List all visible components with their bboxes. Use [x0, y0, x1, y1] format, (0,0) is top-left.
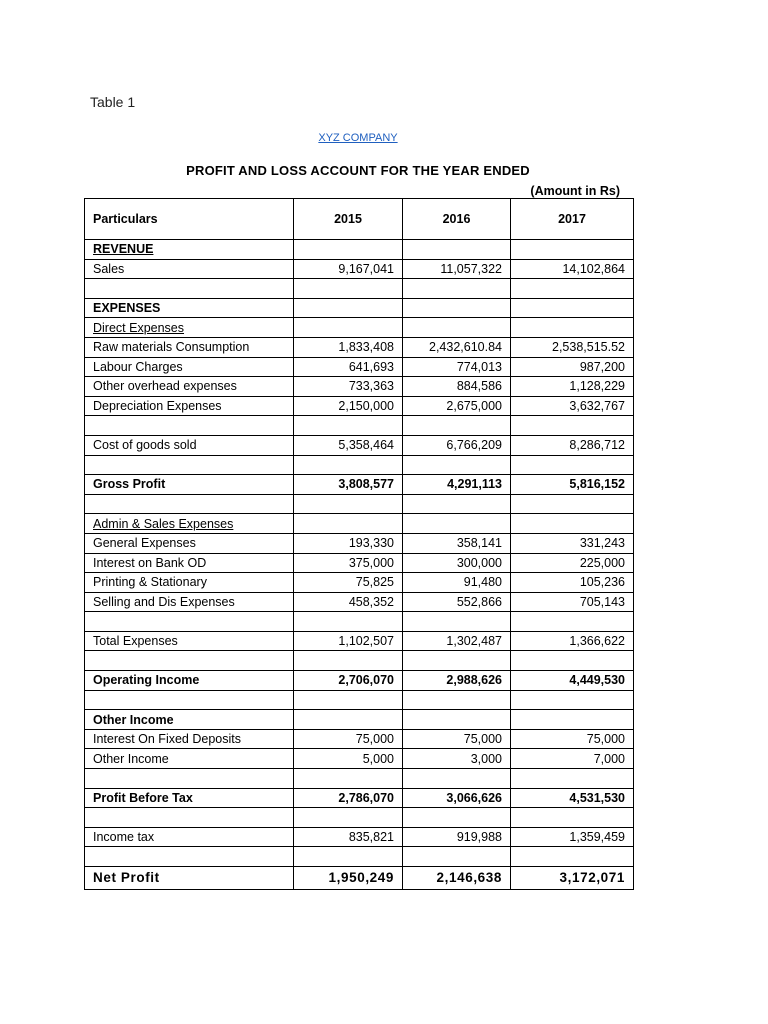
- table-row: [85, 749, 634, 769]
- row-label: Raw materials Consumption: [85, 337, 294, 357]
- cell-2016: [403, 769, 511, 789]
- column-header-2017: 2017: [511, 199, 634, 240]
- row-label: REVENUE: [85, 240, 294, 260]
- table-row: [85, 396, 634, 416]
- table-row: [85, 729, 634, 749]
- cell-2017: [511, 847, 634, 867]
- cell-2015: [294, 651, 403, 671]
- cell-2016: 75,000: [403, 729, 511, 749]
- cell-2016: [403, 847, 511, 867]
- cell-2016: 1,302,487: [403, 631, 511, 651]
- cell-2015: [294, 514, 403, 534]
- cell-2017: 331,243: [511, 533, 634, 553]
- cell-2017: [511, 240, 634, 260]
- cell-2017: [511, 612, 634, 632]
- cell-2015: 2,150,000: [294, 396, 403, 416]
- cell-2016: 6,766,209: [403, 435, 511, 455]
- column-header-particulars: Particulars: [85, 199, 294, 240]
- cell-2017: 1,128,229: [511, 377, 634, 397]
- spacer-row: [85, 808, 634, 828]
- cell-2017: 225,000: [511, 553, 634, 573]
- row-label: [85, 808, 294, 828]
- row-label: [85, 416, 294, 436]
- cell-2015: 75,825: [294, 573, 403, 593]
- row-label: [85, 769, 294, 789]
- row-label: Labour Charges: [85, 357, 294, 377]
- cell-2015: [294, 847, 403, 867]
- cell-2016: [403, 416, 511, 436]
- cell-2016: [403, 240, 511, 260]
- row-label: [85, 612, 294, 632]
- cell-2016: [403, 455, 511, 475]
- cell-2016: 91,480: [403, 573, 511, 593]
- cell-2016: 11,057,322: [403, 259, 511, 279]
- cell-2015: [294, 240, 403, 260]
- cell-2015: 2,706,070: [294, 671, 403, 691]
- row-label: [85, 847, 294, 867]
- cell-2016: 2,988,626: [403, 671, 511, 691]
- cell-2017: 705,143: [511, 592, 634, 612]
- cell-2015: [294, 279, 403, 299]
- row-label: Other overhead expenses: [85, 377, 294, 397]
- row-label: Other Income: [85, 749, 294, 769]
- table-row: [85, 592, 634, 612]
- cell-2015: 1,833,408: [294, 337, 403, 357]
- table-caption: Table 1: [90, 94, 136, 110]
- table-row: [85, 671, 634, 691]
- cell-2015: [294, 455, 403, 475]
- table-row: [85, 377, 634, 397]
- cell-2015: 1,950,249: [294, 867, 403, 890]
- cell-2015: [294, 769, 403, 789]
- cell-2015: [294, 318, 403, 338]
- row-label: General Expenses: [85, 533, 294, 553]
- cell-2017: 8,286,712: [511, 435, 634, 455]
- cell-2017: [511, 690, 634, 710]
- table-row: [85, 867, 634, 890]
- cell-2017: 987,200: [511, 357, 634, 377]
- table-row: [85, 318, 634, 338]
- cell-2017: [511, 494, 634, 514]
- spacer-row: [85, 494, 634, 514]
- cell-2015: 835,821: [294, 827, 403, 847]
- cell-2016: 3,000: [403, 749, 511, 769]
- row-label: Direct Expenses: [85, 318, 294, 338]
- spacer-row: [85, 847, 634, 867]
- cell-2015: [294, 710, 403, 730]
- spacer-row: [85, 416, 634, 436]
- table-row: [85, 435, 634, 455]
- cell-2017: [511, 769, 634, 789]
- amount-unit-note: (Amount in Rs): [530, 184, 620, 198]
- cell-2017: 2,538,515.52: [511, 337, 634, 357]
- cell-2015: [294, 494, 403, 514]
- cell-2015: 5,358,464: [294, 435, 403, 455]
- cell-2016: [403, 298, 511, 318]
- cell-2015: [294, 416, 403, 436]
- row-label: [85, 690, 294, 710]
- cell-2017: [511, 514, 634, 534]
- cell-2016: 3,066,626: [403, 788, 511, 808]
- cell-2017: 4,531,530: [511, 788, 634, 808]
- profit-loss-table: [84, 198, 634, 890]
- spacer-row: [85, 279, 634, 299]
- cell-2017: 3,172,071: [511, 867, 634, 890]
- spacer-row: [85, 690, 634, 710]
- row-label: [85, 455, 294, 475]
- row-label: Admin & Sales Expenses: [85, 514, 294, 534]
- spacer-row: [85, 612, 634, 632]
- cell-2015: [294, 690, 403, 710]
- cell-2016: [403, 514, 511, 534]
- cell-2016: 552,866: [403, 592, 511, 612]
- cell-2015: 3,808,577: [294, 475, 403, 495]
- row-label: Sales: [85, 259, 294, 279]
- cell-2016: [403, 651, 511, 671]
- table-row: [85, 259, 634, 279]
- row-label: Cost of goods sold: [85, 435, 294, 455]
- table-row: [85, 337, 634, 357]
- cell-2015: [294, 298, 403, 318]
- cell-2016: 4,291,113: [403, 475, 511, 495]
- cell-2016: [403, 808, 511, 828]
- table-row: [85, 710, 634, 730]
- table-row: [85, 240, 634, 260]
- table-row: [85, 298, 634, 318]
- cell-2015: 9,167,041: [294, 259, 403, 279]
- cell-2016: 774,013: [403, 357, 511, 377]
- cell-2016: [403, 279, 511, 299]
- cell-2015: 2,786,070: [294, 788, 403, 808]
- table-row: [85, 573, 634, 593]
- cell-2017: 14,102,864: [511, 259, 634, 279]
- row-label: Total Expenses: [85, 631, 294, 651]
- company-name[interactable]: XYZ COMPANY: [318, 132, 398, 144]
- row-label: EXPENSES: [85, 298, 294, 318]
- row-label: [85, 279, 294, 299]
- cell-2017: 1,366,622: [511, 631, 634, 651]
- cell-2016: 358,141: [403, 533, 511, 553]
- row-label: Depreciation Expenses: [85, 396, 294, 416]
- row-label: Printing & Stationary: [85, 573, 294, 593]
- column-header-2016: 2016: [403, 199, 511, 240]
- cell-2015: 733,363: [294, 377, 403, 397]
- spacer-row: [85, 769, 634, 789]
- row-label: Gross Profit: [85, 475, 294, 495]
- cell-2016: 300,000: [403, 553, 511, 573]
- table-row: [85, 533, 634, 553]
- cell-2016: [403, 494, 511, 514]
- row-label: [85, 651, 294, 671]
- cell-2015: [294, 612, 403, 632]
- spacer-row: [85, 651, 634, 671]
- cell-2017: [511, 279, 634, 299]
- cell-2017: 105,236: [511, 573, 634, 593]
- cell-2016: 884,586: [403, 377, 511, 397]
- statement-heading: PROFIT AND LOSS ACCOUNT FOR THE YEAR ENDED: [186, 163, 530, 178]
- cell-2015: 641,693: [294, 357, 403, 377]
- cell-2015: 1,102,507: [294, 631, 403, 651]
- cell-2016: 2,432,610.84: [403, 337, 511, 357]
- cell-2017: [511, 455, 634, 475]
- table-header-row: [85, 199, 634, 240]
- cell-2015: 458,352: [294, 592, 403, 612]
- cell-2017: 75,000: [511, 729, 634, 749]
- table-body: [85, 199, 634, 890]
- cell-2015: 5,000: [294, 749, 403, 769]
- table-row: [85, 514, 634, 534]
- cell-2017: [511, 318, 634, 338]
- cell-2015: 75,000: [294, 729, 403, 749]
- cell-2016: [403, 612, 511, 632]
- table-row: [85, 357, 634, 377]
- row-label: Income tax: [85, 827, 294, 847]
- cell-2017: [511, 298, 634, 318]
- table-row: [85, 475, 634, 495]
- cell-2016: 919,988: [403, 827, 511, 847]
- cell-2017: [511, 710, 634, 730]
- row-label: Profit Before Tax: [85, 788, 294, 808]
- cell-2016: 2,146,638: [403, 867, 511, 890]
- row-label: Operating Income: [85, 671, 294, 691]
- cell-2017: 7,000: [511, 749, 634, 769]
- cell-2015: [294, 808, 403, 828]
- cell-2016: [403, 318, 511, 338]
- table-row: [85, 827, 634, 847]
- spacer-row: [85, 455, 634, 475]
- cell-2017: [511, 416, 634, 436]
- row-label: Interest on Bank OD: [85, 553, 294, 573]
- cell-2017: [511, 808, 634, 828]
- table-row: [85, 553, 634, 573]
- row-label: [85, 494, 294, 514]
- cell-2017: 3,632,767: [511, 396, 634, 416]
- column-header-2015: 2015: [294, 199, 403, 240]
- row-label: Other Income: [85, 710, 294, 730]
- table-row: [85, 631, 634, 651]
- cell-2017: 4,449,530: [511, 671, 634, 691]
- table-row: [85, 788, 634, 808]
- cell-2016: 2,675,000: [403, 396, 511, 416]
- row-label: Net Profit: [85, 867, 294, 890]
- cell-2015: 375,000: [294, 553, 403, 573]
- cell-2016: [403, 690, 511, 710]
- cell-2017: 1,359,459: [511, 827, 634, 847]
- cell-2016: [403, 710, 511, 730]
- cell-2017: 5,816,152: [511, 475, 634, 495]
- cell-2015: 193,330: [294, 533, 403, 553]
- cell-2017: [511, 651, 634, 671]
- row-label: Selling and Dis Expenses: [85, 592, 294, 612]
- row-label: Interest On Fixed Deposits: [85, 729, 294, 749]
